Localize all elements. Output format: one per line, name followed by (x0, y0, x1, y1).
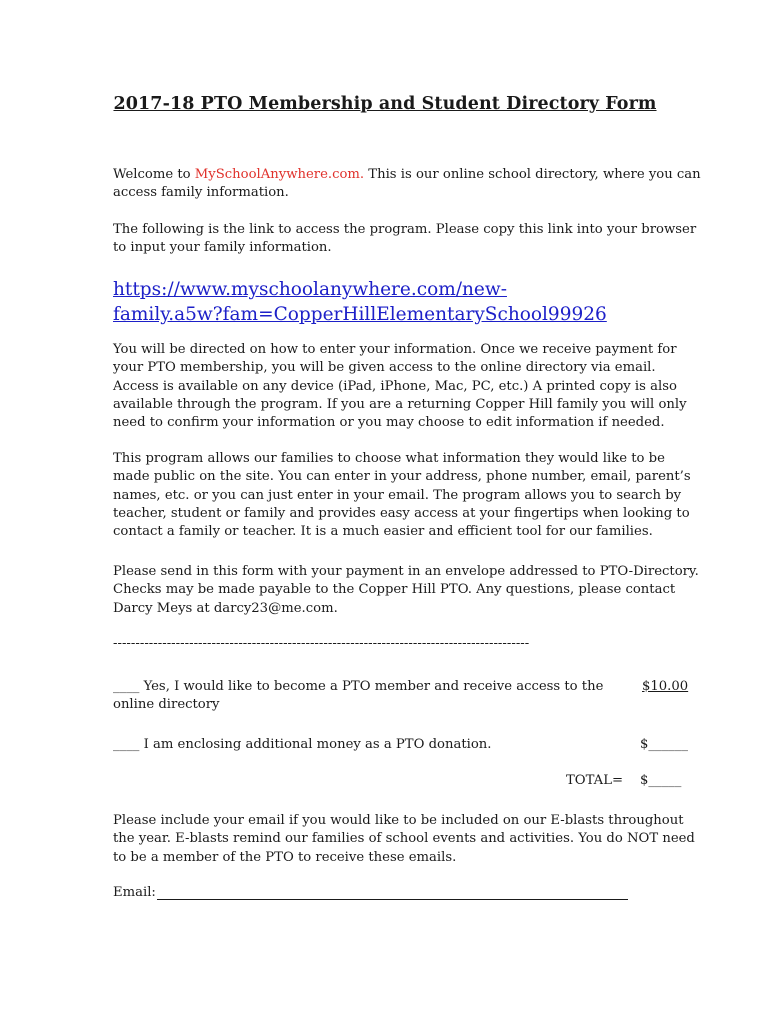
donation-option (113, 736, 633, 754)
email-field-row (113, 885, 628, 900)
membership-text: Yes, I would like to become a PTO member and receive access to the online directory (113, 679, 604, 713)
link-intro-paragraph: The following is the link to access the program. Please copy this link into your browser to input your family information. (113, 222, 697, 256)
total-amount: $_____ (640, 773, 682, 788)
directions-paragraph: You will be directed on how to enter your information. Once we receive payment for your PTO membership, you will be given access to the online directory via email. Access is available on any device (iPad, iPhone, Mac, PC, etc.) A printed copy is also available through the program. If you are a returning Copper Hill family you will only need to confirm your information or you may choose to edit information if needed. (113, 342, 687, 431)
directory-link-line-2[interactable]: family.a5w?fam=CopperHillElementarySchool99926 (113, 304, 607, 325)
membership-option (113, 678, 628, 715)
directory-link[interactable] (113, 277, 713, 327)
program-paragraph: This program allows our families to choose what information they would like to be made public on the site. You can enter in your address, phone number, email, parent’s names, etc. or you can just enter in your email. The program allows you to search by teacher, student or family and provides easy access at your fingertips when looking to contact a family or teacher. It is a much easier and efficient tool for our families. (113, 451, 691, 540)
intro-suffix: This is our online school directory, where you can access family information. (113, 167, 701, 201)
donation-amount: $______ (640, 737, 688, 752)
donation-text: I am enclosing additional money as a PTO donation. (139, 737, 492, 752)
eblast-paragraph: Please include your email if you would like to be included on our E-blasts throughout the year. E-blasts remind our families of school events and activities. You do NOT need to be a member of the PTO to receive these emails. (113, 813, 695, 865)
membership-blank: ____ (113, 679, 140, 694)
total-label: TOTAL= (566, 773, 624, 788)
intro-paragraph (113, 166, 703, 203)
page-title: 2017-18 PTO Membership and Student Directory Form (113, 94, 657, 114)
donation-blank: ____ (113, 737, 140, 752)
site-name: MySchoolAnywhere.com. (194, 167, 365, 182)
send-form-paragraph: Please send in this form with your payment in an envelope addressed to PTO-Directory. Checks may be made payable to the Copper Hill PTO. Any questions, please contact Darcy Meys at darcy23@me.com. (113, 564, 699, 616)
membership-amount: $10.00 (642, 679, 689, 694)
email-label: Email: (113, 885, 156, 900)
intro-prefix: Welcome to (113, 167, 195, 182)
email-field[interactable] (157, 885, 628, 900)
divider-line: --------------------------------------------------------------------------------------------- (113, 636, 530, 651)
directory-link-line-1[interactable]: https://www.myschoolanywhere.com/new- (113, 279, 507, 300)
